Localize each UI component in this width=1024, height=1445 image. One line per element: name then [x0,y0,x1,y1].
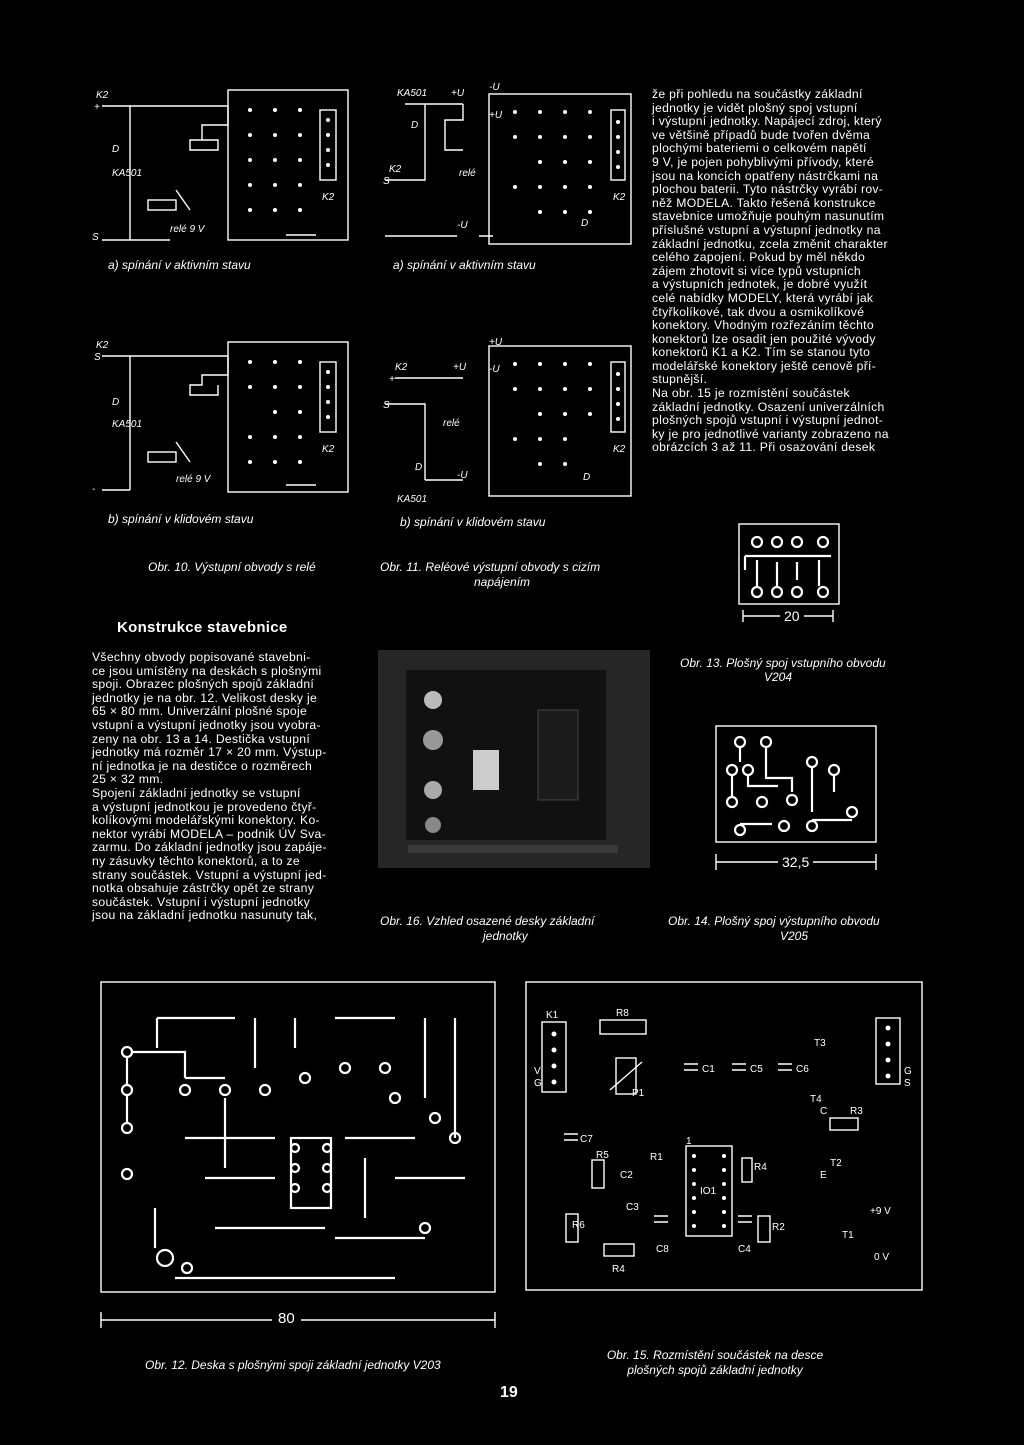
obr11b-plusu-label: +U [489,337,503,348]
obr10b-k2-label: K2 [96,340,109,351]
obr15-r1-label: R1 [650,1152,663,1163]
obr11a-ka501-label: KA501 [397,88,428,99]
obr15-r4b-label: R4 [612,1264,625,1275]
right-column-text: že při pohledu na součástky základní jednotky je vidět plošný spoj vstupní i výstupní jednotky. Napájecí zdroj, který ve většině případů bude tvořen dvěma plochými bateriemi o celkovém napětí 9 V, je pojen pohyblivými přívody, které jsou na koncích opatřeny nástrčkami na plochou baterii. Tyto nástrčky vyrábí rov- něž MODELA. Takto řešená konstrukce stavebnice umožňuje pouhým nasunutím příslušné vstupní a výstupní jednotky na základní jednotku, zcela změnit charakter celého zapojení. Pokud by měl někdo zájem zhotovit si více typů vstupních a výstupních jednotek, je dobré využít celé nabídky MODELY, která vyrábí jak čtyřkolíkové, tak dvou a osmikolíkové konektory. Vhodným rozřezáním těchto konektorů lze osadit jen použité vývody konektorů K1 a K2. Tím se stanou tyto modelářské konektory ještě cenově pří- stupnější. Na obr. 15 je rozmístění součástek základní jednotky. Osazení univerzálních plošných spojů vstupní i výstupní jednot- ky je pro jednotlivé varianty zobrazeno na obrázcích 3 až 11. Při osazování desek [652,87,889,455]
obr15-0v-label: 0 V [874,1252,890,1263]
obr15-r2-label: R2 [772,1222,785,1233]
obr15-c4-label: C4 [738,1244,751,1255]
obr10a-k2-label-2: K2 [322,192,335,203]
obr15-s-label: S [904,1078,911,1089]
obr15-r6-label: R6 [572,1220,585,1231]
obr11a-d2-label: D [581,218,589,229]
obr15-caption-line2: plošných spojů základní jednotky [627,1363,803,1377]
obr11a-d-label: D [411,120,419,131]
obr10b-d-label: D [112,397,120,408]
obr11b-d2-label: D [583,472,591,483]
obr10b-k2-label-2: K2 [322,444,335,455]
obr16-caption-line1: Obr. 16. Vzhled osazené desky základní [380,914,595,928]
obr15-9v-label: +9 V [870,1206,891,1217]
obr15-e-label: E [820,1170,827,1181]
obr11a-caption: a) spínání v aktivním stavu [393,258,536,272]
obr12-dimension: 80 [272,1310,301,1327]
obr10-caption: Obr. 10. Výstupní obvody s relé [148,560,316,574]
obr10a-plus-label: + [94,102,100,113]
obr13-caption-line2: V204 [764,670,793,684]
obr11b-rele-label: relé [443,418,460,429]
obr16-photo [378,650,650,868]
obr11-caption-line2: napájením [474,575,531,589]
obr15-c2-label: C2 [620,1170,633,1181]
obr15-c6-label: C6 [796,1064,809,1075]
obr11b-minusu2-label: -U [457,470,468,481]
obr11a-s-label: S [383,176,390,187]
obr15-v-label: V [534,1066,541,1077]
obr11a-k2-label-2: K2 [613,192,626,203]
obr15-t2-label: T2 [830,1158,842,1169]
obr15-r3-label: R3 [850,1106,863,1117]
obr10a-rele-label: relé 9 V [170,224,205,235]
obr15-k1-label: K1 [546,1010,559,1021]
obr15-g-label: G [534,1078,542,1089]
obr11b-plus-label: + [389,374,395,385]
obr14-dimension: 32,5 [778,854,813,870]
obr11a-minusu-label: -U [489,82,500,93]
obr15-p1-label: P1 [632,1088,645,1099]
obr11b-minusu-label: -U [489,364,500,375]
obr10a-s-label: S [92,232,99,243]
obr10a-k2-label: K2 [96,90,109,101]
obr15-r8-label: R8 [616,1008,629,1019]
obr15-c1-label: C1 [702,1064,715,1075]
obr15-c5-label: C5 [750,1064,763,1075]
obr12-pcb [95,978,505,1348]
obr15-pin1-label: 1 [686,1136,692,1147]
obr11a-rele-label: relé [459,168,476,179]
obr15-layout [520,978,930,1298]
obr11-diagram [375,80,640,520]
obr16-photo-detail [378,650,650,868]
page-number: 19 [500,1384,518,1401]
obr10b-ka501-label: KA501 [112,419,143,430]
obr11a-plusu2-label: +U [489,110,503,121]
obr14-caption-line1: Obr. 14. Plošný spoj výstupního obvodu [668,914,880,928]
obr15-r5-label: R5 [596,1150,609,1161]
obr11b-ka501-label: KA501 [397,494,428,505]
obr16-caption-line2: jednotky [483,929,528,943]
obr10a-caption: a) spínání v aktivním stavu [108,258,251,272]
obr10a-d-label: D [112,144,120,155]
obr11a-k2-label: K2 [389,164,402,175]
obr10a-ka501-label: KA501 [112,168,143,179]
obr11b-plusu2-label: +U [453,362,467,373]
section-heading: Konstrukce stavebnice [117,619,288,636]
obr10b-s-label: S [94,352,101,363]
obr15-caption-line1: Obr. 15. Rozmístění součástek na desce [606,1348,824,1362]
obr15-g2-label: G [904,1066,912,1077]
obr15-io1-label: IO1 [700,1186,717,1197]
obr11b-caption: b) spínání v klidovém stavu [400,515,546,529]
obr11b-k2-label-2: K2 [613,444,626,455]
obr15-t1-label: T1 [842,1230,854,1241]
obr11a-minusu3-label: -U [457,220,468,231]
section-text: Všechny obvody popisované stavebni- ce jsou umístěny na deskách s plošnými spoji. Obrazec plošných spojů základní jednotky je na obr. 12. Velikost desky je 65 × 80 mm. Univerzální plošné spoje vstupní a výstupní jednotky jsou vyobra- zeny na obr. 13 a 14. Destička vstupní jednotky má rozměr 17 × 20 mm. Výstup- ní jednotka je na destičce o rozměrech 25 × 32 mm. Spojení základní jednotky se vstupní a výstupní jednotkou je provedeno čtyř- kolíkovými modelářskými konektory. Ko- nektor vyrábí MODELA – podnik ÚV Sva- zarmu. Do základní jednotky jsou zapáje- ny zásuvky těchto konektorů, a to ze strany součástek. Vstupní a výstupní jed- notka obsahuje zástrčky opět ze strany součástek. Vstupní i výstupní jednotky jsou na základní jednotku nasunuty tak, [92,650,327,923]
obr10b-minus-label: - [92,484,96,495]
obr10b-rele-label: relé 9 V [176,474,211,485]
obr10b-caption: b) spínání v klidovém stavu [108,512,254,526]
obr13-caption-line1: Obr. 13. Plošný spoj vstupního obvodu [680,656,886,670]
obr13-dimension: 20 [780,608,804,624]
obr14-caption-line2: V205 [780,929,809,943]
obr11b-s-label: S [383,400,390,411]
obr15-c-label: C [820,1106,828,1117]
obr11b-d-label: D [415,462,423,473]
obr12-caption: Obr. 12. Deska s plošnými spoji základní jednotky V203 [145,1358,441,1372]
obr15-c8-label: C8 [656,1244,669,1255]
obr11a-plusu-label: +U [451,88,465,99]
obr10-diagram [90,80,360,520]
obr15-t3-label: T3 [814,1038,826,1049]
obr15-r4a-label: R4 [754,1162,767,1173]
obr11-caption-line1: Obr. 11. Reléové výstupní obvody s cizím [380,560,601,574]
obr15-c7-label: C7 [580,1134,593,1145]
obr15-t4-label: T4 [810,1094,822,1105]
obr11b-k2-label: K2 [395,362,408,373]
obr15-c3-label: C3 [626,1202,639,1213]
